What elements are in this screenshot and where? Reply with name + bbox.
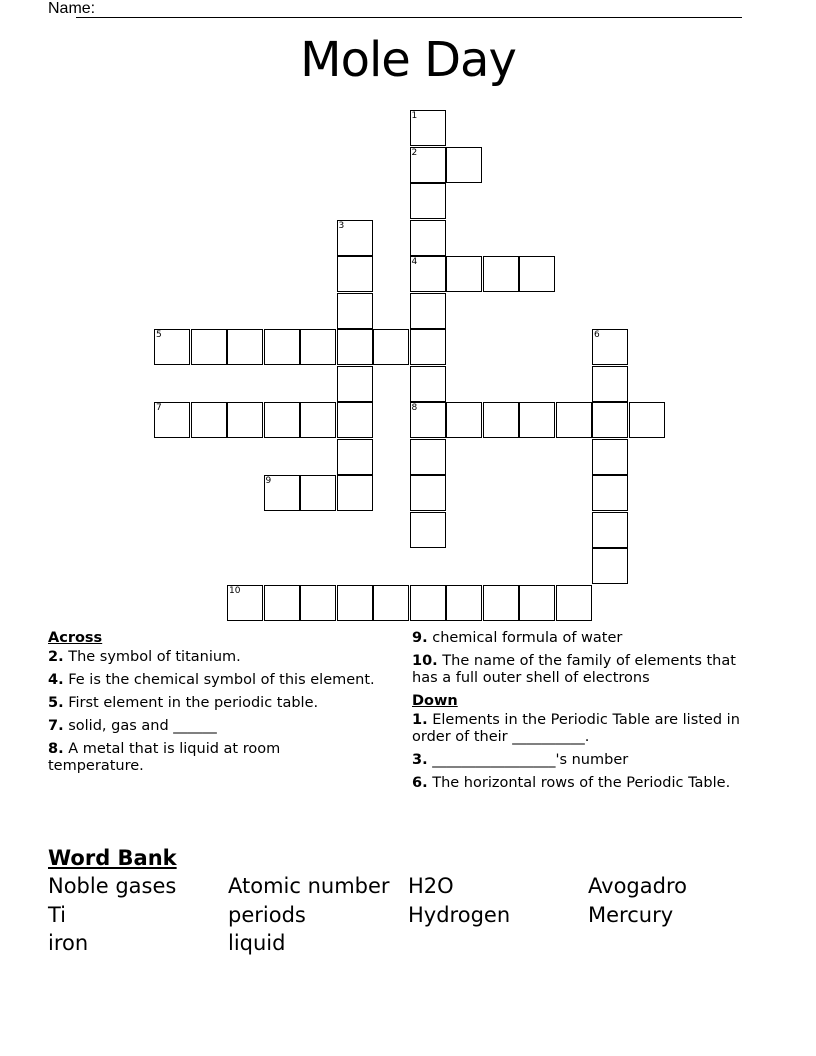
crossword-cell[interactable] (446, 147, 482, 183)
word-bank-word: Noble gases (48, 874, 177, 898)
crossword-cell[interactable] (337, 329, 373, 365)
crossword-cell[interactable] (592, 366, 628, 402)
crossword-cell[interactable] (337, 366, 373, 402)
clues-right-column (412, 630, 752, 798)
crossword-cell-7[interactable] (154, 402, 190, 438)
crossword-cell-1[interactable] (410, 110, 446, 146)
name-label: Name: (48, 0, 96, 17)
crossword-cell[interactable] (556, 402, 592, 438)
word-bank-word: periods (228, 903, 306, 927)
crossword-cell[interactable] (337, 585, 373, 621)
crossword-cell[interactable] (191, 329, 227, 365)
crossword-cell[interactable] (483, 402, 519, 438)
crossword-cell[interactable] (410, 512, 446, 548)
crossword-cell[interactable] (300, 402, 336, 438)
clue-number: 9 (265, 476, 272, 486)
crossword-cell-2[interactable] (410, 147, 446, 183)
crossword-cell[interactable] (519, 585, 555, 621)
crossword-cell[interactable] (592, 548, 628, 584)
crossword-cell[interactable] (337, 439, 373, 475)
clue-down-6: 6. The horizontal rows of the Periodic Table. (412, 775, 731, 791)
crossword-cell[interactable] (264, 585, 300, 621)
crossword-cell[interactable] (446, 402, 482, 438)
word-bank-word: Ti (48, 903, 67, 927)
crossword-cell[interactable] (410, 220, 446, 256)
crossword-cell[interactable] (592, 512, 628, 548)
crossword-cell[interactable] (410, 475, 446, 511)
crossword-cell[interactable] (592, 475, 628, 511)
crossword-cell[interactable] (300, 585, 336, 621)
clue-across-7: 7. solid, gas and ______ (48, 718, 217, 734)
word-bank-word: iron (48, 931, 89, 955)
crossword-cell[interactable] (519, 402, 555, 438)
crossword-cell[interactable] (337, 293, 373, 329)
clue-number: 3 (338, 220, 345, 231)
clue-number: 5 (156, 330, 162, 340)
crossword-cell[interactable] (300, 475, 336, 511)
page-title: Mole Day (300, 32, 516, 88)
clues-left-column (48, 630, 378, 781)
word-bank-word: Hydrogen (408, 903, 511, 927)
crossword-cell[interactable] (337, 475, 373, 511)
crossword-cell[interactable] (300, 329, 336, 365)
clue-number: 7 (156, 403, 162, 413)
clue-across-9: 9. chemical formula of water (412, 630, 623, 646)
crossword-cell-4[interactable] (410, 256, 446, 292)
clue-number: 1 (411, 111, 418, 121)
word-bank-word: Atomic number (228, 874, 390, 898)
crossword-cell[interactable] (592, 402, 628, 438)
clue-number: 2 (411, 147, 418, 158)
crossword-cell[interactable] (519, 256, 555, 292)
clue-across-10: 10. The name of the family of elements that has a full outer shell of electrons (412, 653, 736, 686)
clue-across-8: 8. A metal that is liquid at room temperature. (48, 741, 281, 774)
crossword-cell[interactable] (264, 329, 300, 365)
word-bank-word: H2O (408, 874, 454, 898)
crossword-cell[interactable] (264, 402, 300, 438)
clue-number: 4 (411, 257, 418, 267)
word-bank-title: Word Bank (48, 846, 177, 870)
clue-across-4: 4. Fe is the chemical symbol of this element. (48, 672, 375, 688)
crossword-cell[interactable] (227, 402, 263, 438)
crossword-cell[interactable] (483, 585, 519, 621)
crossword-cell[interactable] (373, 329, 409, 365)
crossword-cell[interactable] (446, 585, 482, 621)
word-bank-word: liquid (228, 931, 286, 955)
crossword-cell[interactable] (191, 402, 227, 438)
clue-number: 8 (411, 403, 418, 413)
crossword-cell[interactable] (410, 585, 446, 621)
name-underline (76, 17, 742, 18)
crossword-cell[interactable] (410, 183, 446, 219)
crossword-cell[interactable] (446, 256, 482, 292)
crossword-cell[interactable] (227, 329, 263, 365)
down-heading: Down (412, 693, 458, 709)
across-heading: Across (48, 630, 103, 646)
crossword-cell-10[interactable] (227, 585, 263, 621)
crossword-cell[interactable] (373, 585, 409, 621)
crossword-cell[interactable] (337, 256, 373, 292)
crossword-cell[interactable] (337, 402, 373, 438)
clue-down-3: 3. _________________'s number (412, 752, 629, 768)
clue-across-5: 5. First element in the periodic table. (48, 695, 319, 711)
clue-down-1: 1. Elements in the Periodic Table are listed in order of their __________. (412, 712, 740, 745)
crossword-cell[interactable] (483, 256, 519, 292)
clue-number: 6 (594, 330, 600, 340)
word-bank-word: Mercury (588, 903, 674, 927)
crossword-cell[interactable] (556, 585, 592, 621)
crossword-cell[interactable] (410, 439, 446, 475)
word-bank-word: Avogadro (588, 874, 687, 898)
clue-number: 10 (229, 585, 241, 596)
crossword-cell[interactable] (410, 366, 446, 402)
crossword-cell[interactable] (410, 329, 446, 365)
crossword-cell-9[interactable] (264, 475, 300, 511)
crossword-cell-3[interactable] (337, 220, 373, 256)
clue-across-2: 2. The symbol of titanium. (48, 649, 241, 665)
crossword-cell-8[interactable] (410, 402, 446, 438)
crossword-cell[interactable] (410, 293, 446, 329)
crossword-cell[interactable] (592, 439, 628, 475)
crossword-cell-6[interactable] (592, 329, 628, 365)
crossword-cell-5[interactable] (154, 329, 190, 365)
crossword-cell[interactable] (629, 402, 665, 438)
